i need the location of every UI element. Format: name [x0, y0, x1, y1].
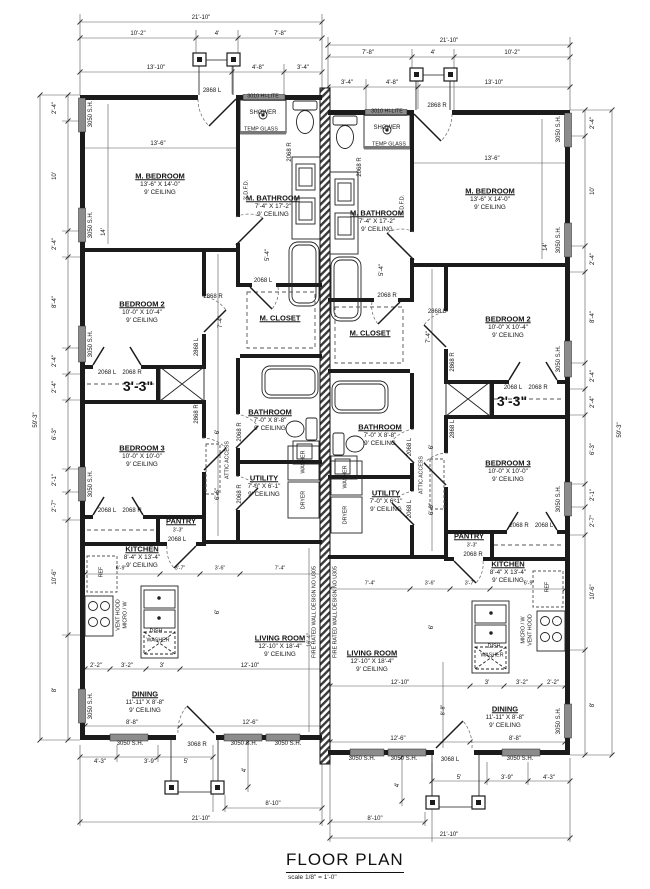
dim-label: 2'-4": [52, 102, 58, 114]
door-label: 2068 R: [122, 508, 142, 514]
door-label: 2068 R: [287, 142, 293, 162]
room-ceiling: 9' CEILING: [492, 331, 524, 339]
note-label: 3' D.F.D.: [243, 179, 250, 201]
window-label: 3050 S.H.: [390, 756, 418, 762]
fixture-label-vent-hood: VENT HOOD: [115, 599, 122, 631]
dim-label: 21'-10": [439, 832, 459, 838]
room-size: 10'-0" X 10'-4": [122, 308, 162, 316]
fixture-label-vent-hood: VENT HOOD: [527, 614, 534, 646]
window-label: 3050 S.H.: [556, 707, 562, 735]
dim-label: 2'-4": [590, 370, 596, 382]
dim-label: 2'-1": [590, 489, 596, 501]
room-ceiling: 9' CEILING: [126, 460, 158, 468]
dim-label: 4'-8": [252, 65, 264, 71]
dim-label: 13'-10": [146, 65, 166, 71]
room-name-pantry-left: PANTRY: [166, 516, 196, 526]
dim-label: 6'-3": [590, 443, 596, 455]
hall-width-label: 3'-3": [122, 378, 154, 394]
window-label: 3050 S.H.: [556, 345, 562, 373]
dim-label: 3'-7": [464, 580, 476, 587]
dim-label: 10': [52, 172, 58, 180]
door-label: 2068 L: [97, 370, 117, 376]
dim-label: 21'-10": [191, 816, 211, 822]
room-name-m-closet-left: M. CLOSET: [259, 313, 301, 323]
room-ceiling: 9' CEILING: [254, 424, 286, 432]
door-label: 2068 R: [357, 157, 363, 177]
door-label: 2868 L: [450, 419, 456, 439]
window-label: 3050 S.H.: [556, 226, 562, 254]
room-ceiling: 9' CEILING: [492, 576, 524, 584]
door-label: 2068 R: [509, 523, 529, 529]
dim-label: 6'-9": [115, 565, 127, 572]
dim-label: 2'-1": [52, 474, 58, 486]
dim-label: 6'-3": [52, 428, 58, 440]
dim-label: 5'-4": [379, 264, 385, 276]
room-size: 12'-10" X 18'-4": [350, 657, 394, 665]
fixture-label-microwave: MICRO / W: [122, 601, 129, 629]
dim-label: 7'-8": [274, 31, 286, 37]
fixture-label-dishwasher: DISH: [149, 628, 163, 635]
window-label: 3050 S.H.: [88, 211, 94, 239]
room-name-kitchen-left: KITCHEN: [125, 544, 159, 554]
fixture-label-washer: WASHER: [342, 465, 349, 489]
room-size: 12'-10" X 18'-4": [258, 642, 302, 650]
room-ceiling: 9' CEILING: [489, 721, 521, 729]
room-name-bedroom2-right: BEDROOM 2: [485, 314, 531, 324]
room-name-m-bathroom-left: M. BATHROOM: [245, 193, 301, 203]
door-label: 2868 R: [194, 404, 200, 424]
window-label: 3050 S.H.: [506, 756, 534, 762]
dim-label: 3'-7": [174, 565, 186, 572]
dim-label: 3': [484, 680, 490, 686]
door-label: 2868 L: [202, 88, 222, 94]
dim-label: 6': [429, 624, 435, 630]
room-size: 7'-0" X 6'-1": [369, 497, 403, 505]
dim-label: 6'-6": [215, 488, 221, 500]
window-label: 3050 S.H.: [88, 330, 94, 358]
room-size: 8'-4" X 13'-4": [123, 553, 161, 561]
dim-label: 7'-4": [218, 316, 224, 328]
dim-label: 8'-10": [367, 816, 383, 822]
dim-label: 3'-2": [516, 680, 528, 686]
door-label: 3068 R: [187, 742, 207, 748]
window-label: 3010 HI-LITE: [371, 108, 403, 115]
door-label: 3068 L: [440, 757, 460, 763]
drawing-title: FLOOR PLAN: [286, 850, 404, 873]
room-ceiling: 9' CEILING: [129, 706, 161, 714]
room-size: 7'-0" X 6'-1": [247, 482, 281, 490]
room-size: 13'-6" X 14'-0": [140, 180, 180, 188]
room-ceiling: 9' CEILING: [492, 475, 524, 483]
room-ceiling: 9' CEILING: [356, 665, 388, 673]
fixture-label-shower: SHOWER: [249, 110, 277, 116]
door-label: 2068 R: [237, 484, 243, 504]
room-ceiling: 9' CEILING: [126, 316, 158, 324]
room-size: 10'-0" X 10'-0": [488, 467, 528, 475]
fixture-label-ref: REF: [544, 581, 551, 593]
dim-label: 5'-4": [265, 249, 271, 261]
window-label: 3050 S.H.: [116, 741, 144, 747]
dim-label: 7'-4": [274, 565, 286, 572]
note-label-fire-wall: FIRE RATED WALL DESIGN NO U305: [332, 566, 339, 658]
room-name-m-closet-right: M. CLOSET: [349, 328, 391, 338]
dim-label: 5': [183, 759, 189, 765]
fixture-label-ref: REF: [98, 566, 105, 578]
dim-label: 8'-8": [126, 720, 138, 726]
fixture-label-temp-glass: TEMP GLASS: [244, 126, 278, 133]
dim-label: 14': [101, 228, 107, 236]
fixture-label-temp-glass: TEMP GLASS: [372, 141, 406, 148]
door-label: 2068 L: [407, 499, 413, 519]
door-label: 2068 L: [503, 385, 523, 391]
dim-label: 21'-10": [439, 38, 459, 44]
dim-label: 2'-7": [52, 500, 58, 512]
room-name-dining-left: DINING: [131, 689, 159, 699]
room-name-bedroom2-left: BEDROOM 2: [119, 299, 165, 309]
door-label: 2068 L: [253, 278, 273, 284]
window-label: 3050 S.H.: [556, 485, 562, 513]
note-label-fire-wall: FIRE RATED WALL DESIGN NO U305: [311, 566, 318, 658]
dim-label: 3'-9": [144, 759, 156, 765]
dim-label: 8': [52, 687, 58, 693]
dim-label: 8'-4": [590, 311, 596, 323]
dim-label: 13'-10": [484, 80, 504, 86]
dim-label: 8'-4": [52, 296, 58, 308]
note-label-attic-access: ATTIC ACCESS: [224, 441, 231, 479]
door-label: 2068 R: [463, 552, 483, 558]
door-label: 2068 L: [167, 537, 187, 543]
room-name-m-bathroom-right: M. BATHROOM: [349, 208, 405, 218]
room-ceiling: 9' CEILING: [370, 505, 402, 513]
dim-label: 7'-8": [362, 50, 374, 56]
dim-label: 14': [543, 243, 549, 251]
note-label-attic-access: ATTIC ACCESS: [418, 456, 425, 494]
room-name-dining-right: DINING: [491, 704, 519, 714]
dim-label: 12'-6": [242, 720, 258, 726]
dim-label: 2'-4": [590, 253, 596, 265]
fixture-label-dishwasher: WASHER: [480, 652, 504, 659]
dim-label: 3'-3": [466, 542, 478, 549]
room-name-living-room-left: LIVING ROOM: [254, 633, 306, 643]
door-label: 2068 R: [377, 293, 397, 299]
dim-label: 8'-10": [265, 801, 281, 807]
dim-label: 4'-8": [386, 80, 398, 86]
dim-label: 6': [429, 444, 435, 450]
room-ceiling: 9' CEILING: [248, 490, 280, 498]
door-label: 2068 L: [407, 437, 413, 457]
door-label: 2068 R: [237, 422, 243, 442]
dim-label: 8'-8": [509, 736, 521, 742]
dim-label: 21'-10": [191, 15, 211, 21]
fixture-label-shower: SHOWER: [373, 125, 401, 131]
room-name-bathroom-left: BATHROOM: [248, 407, 292, 417]
dim-label: 6': [215, 429, 221, 435]
room-ceiling: 9' CEILING: [361, 225, 393, 233]
dim-label: 10'-2": [504, 50, 520, 56]
room-size: 10'-0" X 10'-4": [488, 323, 528, 331]
door-label: 2868 R: [203, 294, 223, 300]
fixture-label-dishwasher: WASHER: [146, 637, 170, 644]
fixture-label-microwave: MICRO / W: [520, 616, 527, 644]
fixture-label-dishwasher: DISH: [487, 643, 501, 650]
room-name-pantry-right: PANTRY: [454, 531, 484, 541]
door-label: 2068 R: [122, 370, 142, 376]
dim-label: 2'-4": [590, 396, 596, 408]
room-name-bedroom3-left: BEDROOM 3: [119, 443, 165, 453]
room-name-kitchen-right: KITCHEN: [491, 559, 525, 569]
room-ceiling: 9' CEILING: [126, 561, 158, 569]
room-size: 7'-4" X 17'-2": [358, 217, 396, 225]
dim-label: 3'-6": [214, 565, 226, 572]
dim-label: 2'-4": [590, 117, 596, 129]
dim-label: 7'-4": [364, 580, 376, 587]
dim-label: 13'-6": [484, 156, 500, 162]
window-label: 3010 HI-LITE: [247, 93, 279, 100]
dim-label: 3'-6": [424, 580, 436, 587]
dim-label: 7'-4": [426, 331, 432, 343]
dim-label: 4'-3": [94, 759, 106, 765]
dim-label: 3'-3": [172, 527, 184, 534]
room-size: 7'-4" X 17'-2": [254, 202, 292, 210]
room-size: 11'-11" X 8'-8": [485, 713, 525, 721]
dim-label: 10'-6": [52, 569, 58, 585]
drawing-scale: scale 1/8" = 1'-0": [288, 874, 337, 881]
door-label: 2068 L: [97, 508, 117, 514]
dim-label: 59'-3": [33, 412, 39, 428]
dim-label: 2'-4": [52, 355, 58, 367]
door-label: 2068 R: [528, 385, 548, 391]
door-label: 2868 L: [427, 309, 447, 315]
room-ceiling: 9' CEILING: [364, 439, 396, 447]
room-size: 7'-0" X 8'-8": [253, 416, 287, 424]
window-label: 3050 S.H.: [88, 692, 94, 720]
dim-label: 10': [590, 187, 596, 195]
door-label: 2868 R: [450, 352, 456, 372]
hall-width-label: 3'-3": [496, 393, 528, 409]
dim-label: 12'-10": [390, 680, 410, 686]
room-size: 8'-4" X 13'-4": [489, 568, 527, 576]
dim-label: 2'-4": [52, 381, 58, 393]
window-label: 3050 S.H.: [230, 741, 258, 747]
window-label: 3050 S.H.: [88, 470, 94, 498]
note-label: 3' D.F.D.: [399, 194, 406, 216]
room-name-living-room-right: LIVING ROOM: [346, 648, 398, 658]
dim-label: 8'-8": [440, 704, 447, 716]
dim-label: 12'-10": [240, 663, 260, 669]
dim-label: 10'-2": [130, 31, 146, 37]
dim-label: 12'-6": [390, 736, 406, 742]
room-ceiling: 9' CEILING: [264, 650, 296, 658]
fixture-label-dryer: DRYER: [300, 490, 307, 510]
room-size: 13'-6" X 14'-0": [470, 195, 510, 203]
dim-label: 3'-4": [297, 65, 309, 71]
window-label: 3050 S.H.: [274, 741, 302, 747]
dim-label: 59'-3": [617, 422, 623, 438]
dim-label: 3'-2": [121, 663, 133, 669]
window-label: 3050 S.H.: [556, 115, 562, 143]
dim-label: 3'-4": [341, 80, 353, 86]
room-name-utility-left: UTILITY: [249, 473, 279, 483]
dim-label: 2'-4": [52, 238, 58, 250]
dim-label: 3'-9": [501, 775, 513, 781]
dim-label: 5': [456, 775, 462, 781]
room-name-bedroom3-right: BEDROOM 3: [485, 458, 531, 468]
room-ceiling: 9' CEILING: [474, 203, 506, 211]
dim-label: 2'-2": [547, 680, 559, 686]
dim-label: 6'-6": [429, 503, 435, 515]
window-label: 3050 S.H.: [88, 100, 94, 128]
dim-label: 6'-9": [523, 580, 535, 587]
dim-label: 3': [159, 663, 165, 669]
dim-label: 4': [430, 50, 436, 56]
dim-label: 2'-2": [90, 663, 102, 669]
dim-label: 4': [214, 31, 220, 37]
window-label: 3050 S.H.: [348, 756, 376, 762]
dim-label: 2'-7": [590, 515, 596, 527]
fixture-label-washer: WASHER: [300, 450, 307, 474]
door-label: 2068 L: [534, 523, 554, 529]
dim-label: 16'-4": [306, 633, 313, 647]
dim-label: 4': [395, 782, 401, 788]
dim-label: 4'-3": [543, 775, 555, 781]
room-size: 11'-11" X 8'-8": [125, 698, 165, 706]
door-label: 2868 R: [427, 103, 447, 109]
dim-label: 4': [242, 767, 248, 773]
room-name-m-bedroom-left: M. BEDROOM: [135, 171, 185, 181]
room-ceiling: 9' CEILING: [257, 210, 289, 218]
fixture-label-dryer: DRYER: [342, 505, 349, 525]
room-ceiling: 9' CEILING: [144, 188, 176, 196]
dim-label: 13'-6": [150, 141, 166, 147]
room-name-m-bedroom-right: M. BEDROOM: [465, 186, 515, 196]
dim-label: 10'-6": [590, 584, 596, 600]
room-name-utility-right: UTILITY: [371, 488, 401, 498]
room-size: 7'-0" X 8'-8": [363, 431, 397, 439]
door-label: 2868 L: [194, 337, 200, 357]
room-size: 10'-0" X 10'-0": [122, 452, 162, 460]
dim-label: 8': [590, 702, 596, 708]
dim-label: 6': [215, 609, 221, 615]
room-name-bathroom-right: BATHROOM: [358, 422, 402, 432]
